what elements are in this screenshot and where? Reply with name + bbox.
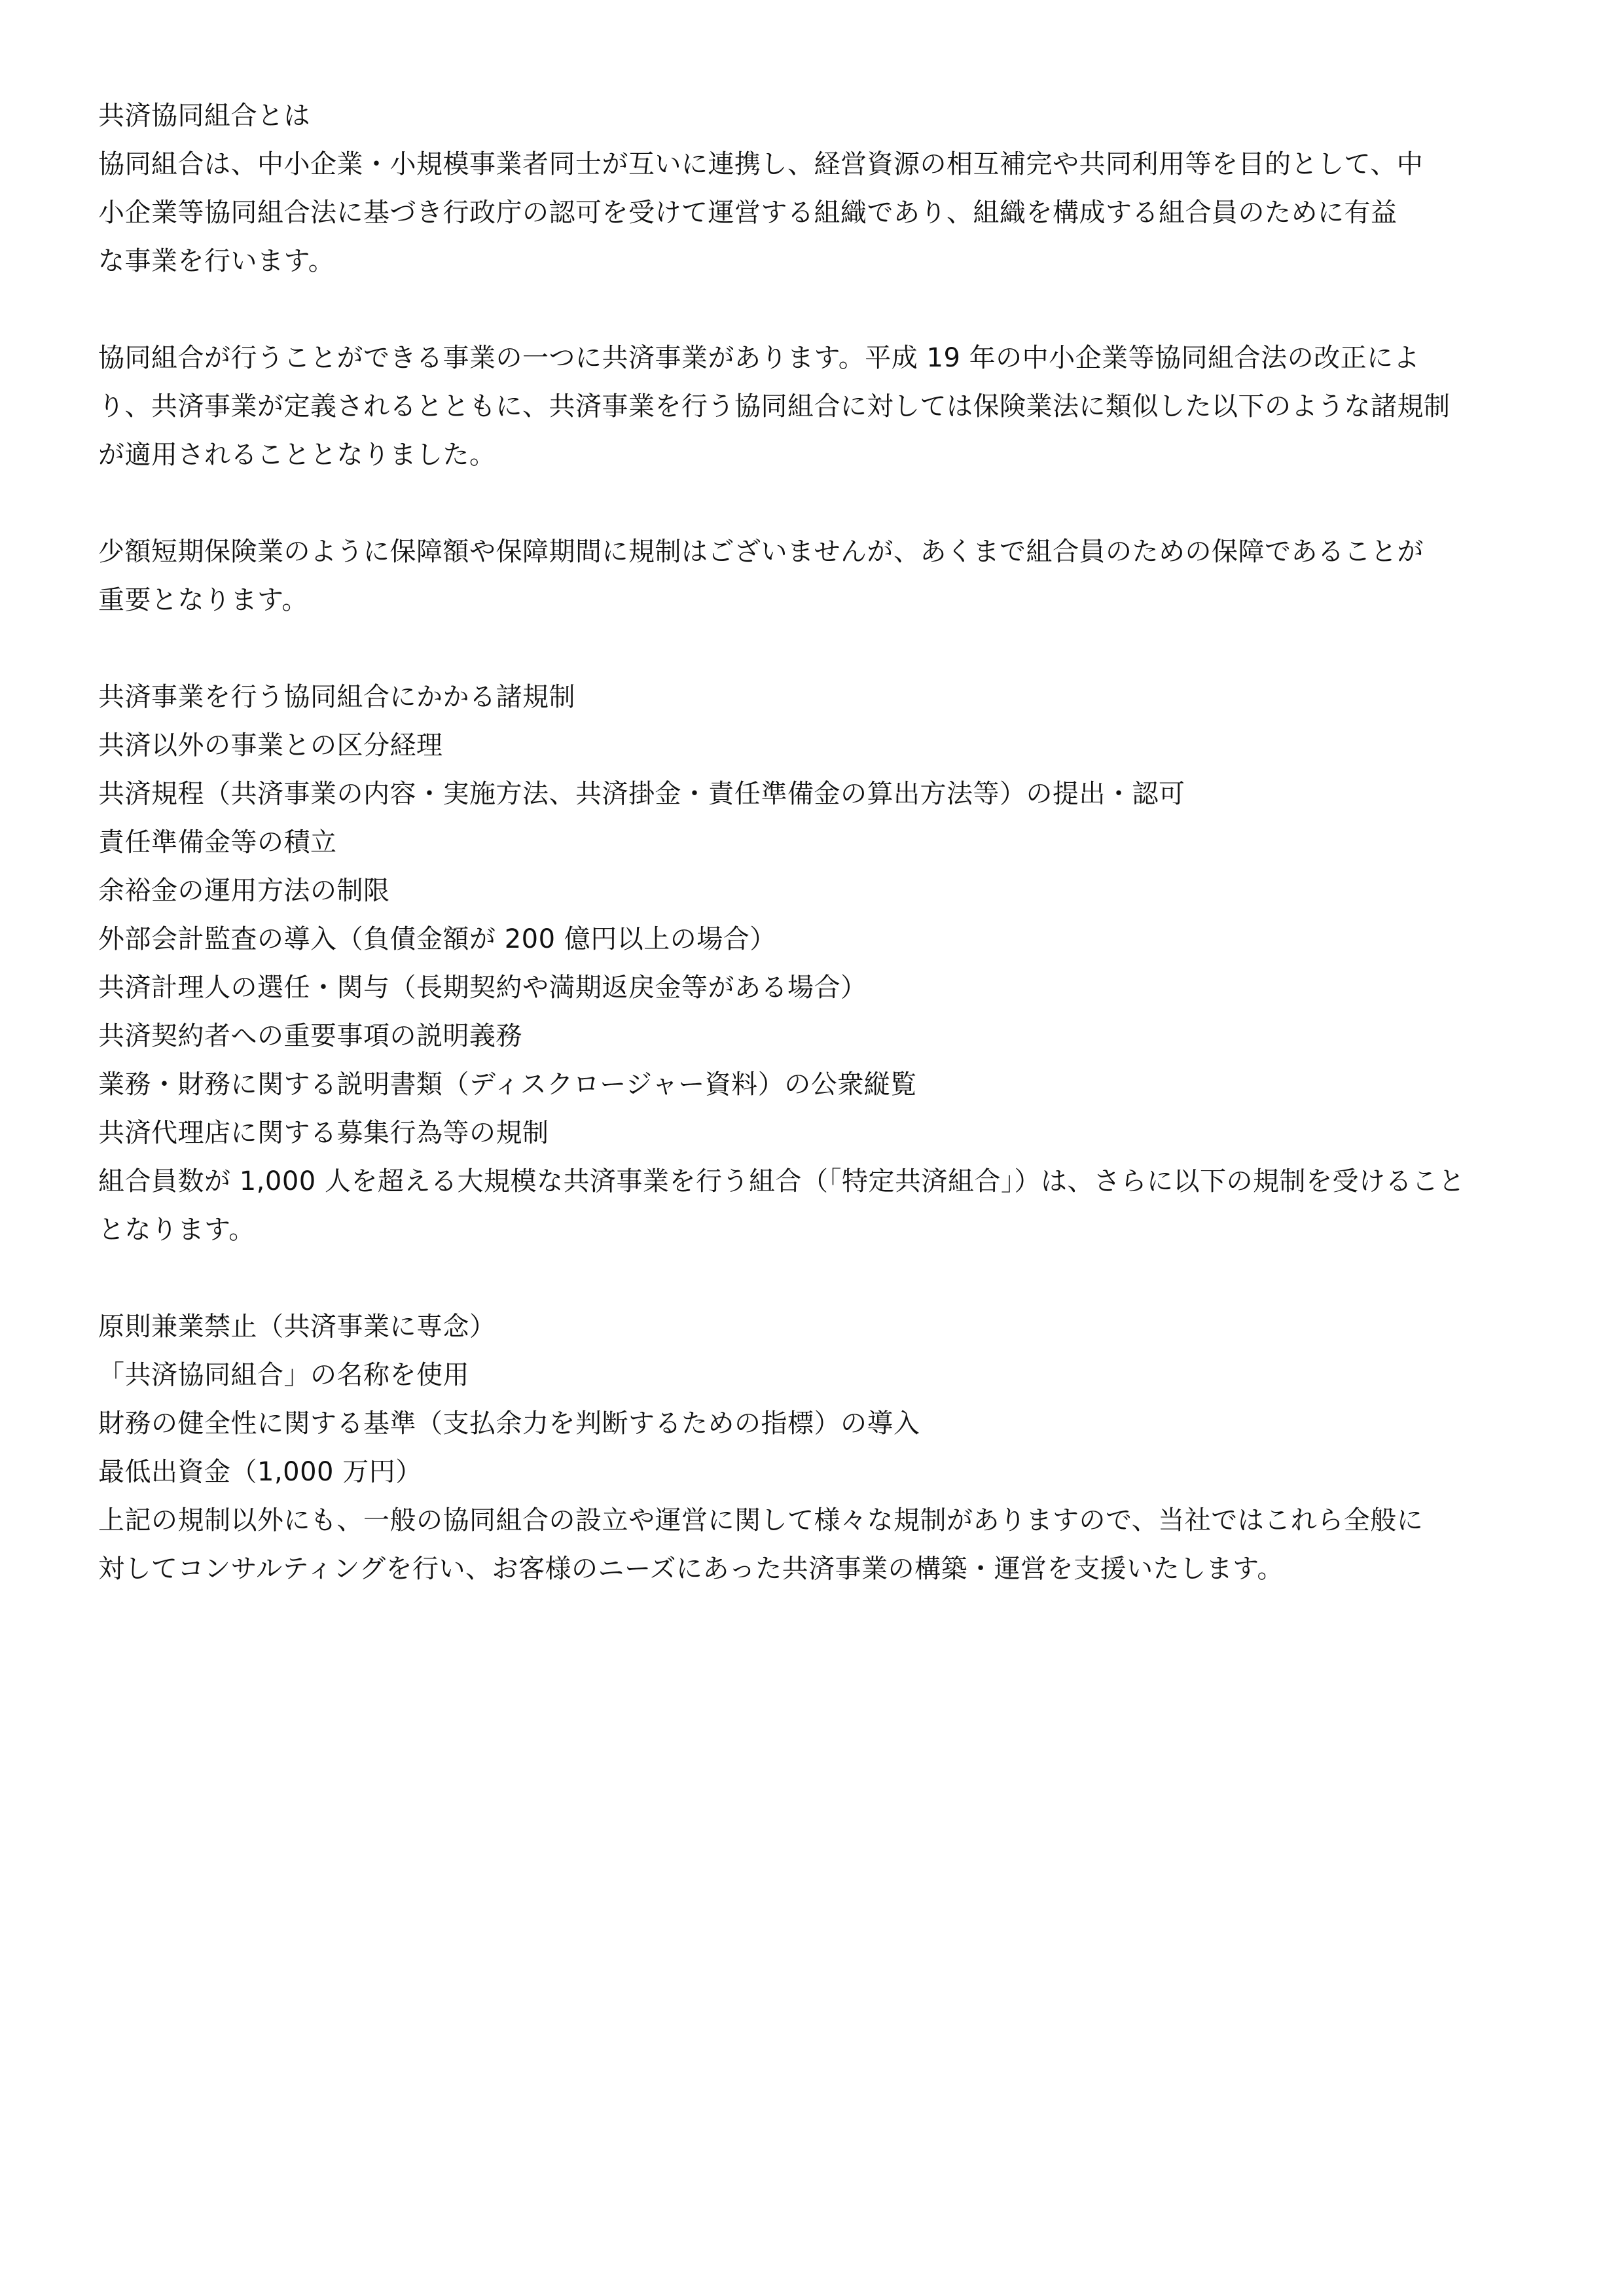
regulation-item: 共済規程（共済事業の内容・実施方法、共済掛金・責任準備金の算出方法等）の提出・認可 xyxy=(98,779,1185,809)
intro-line: な事業を行います。 xyxy=(98,246,335,276)
specific-regulation-item: 最低出資金（1,000 万円） xyxy=(98,1457,422,1487)
paragraph-2-line: り、共済事業が定義されるとともに、共済事業を行う協同組合に対しては保険業法に類似した以下のような諸規制 xyxy=(98,391,1451,422)
document-page xyxy=(98,92,1525,1593)
regulation-item: 業務・財務に関する説明書類（ディスクロージャー資料）の公衆縦覧 xyxy=(98,1069,917,1100)
regulation-item: 組合員数が 1,000 人を超える大規模な共済事業を行う組合（「特定共済組合」）は、さらに以下の規制を受けること xyxy=(98,1166,1465,1196)
regulation-item: 外部会計監査の導入（負債金額が 200 億円以上の場合） xyxy=(98,924,776,954)
regulation-item: 共済計理人の選任・関与（長期契約や満期返戻金等がある場合） xyxy=(98,973,867,1003)
paragraph-3-line: 重要となります。 xyxy=(98,585,308,615)
specific-regulation-item: 「共済協同組合」の名称を使用 xyxy=(98,1360,469,1390)
paragraph-2-line: が適用されることとなりました。 xyxy=(98,440,496,470)
regulation-item: 共済契約者への重要事項の説明義務 xyxy=(98,1021,522,1051)
regulation-item: 余裕金の運用方法の制限 xyxy=(98,876,390,906)
specific-regulation-item: 財務の健全性に関する基準（支払余力を判断するための指標）の導入 xyxy=(98,1408,920,1439)
regulation-item: となります。 xyxy=(98,1215,255,1245)
regulation-item: 共済代理店に関する募集行為等の規制 xyxy=(98,1118,549,1148)
paragraph-gap xyxy=(98,479,1525,528)
closing-line: 上記の規制以外にも、一般の協同組合の設立や運営に関して様々な規制がありますので、当社ではこれら全般に xyxy=(98,1505,1424,1535)
paragraph-gap xyxy=(98,1254,1525,1302)
paragraph-3-line: 少額短期保険業のように保障額や保障期間に規制はございませんが、あくまで組合員のための保障であることが xyxy=(98,537,1424,567)
paragraph-gap xyxy=(98,624,1525,673)
regulation-item: 共済以外の事業との区分経理 xyxy=(98,730,443,761)
paragraph-2-line: 協同組合が行うことができる事業の一つに共済事業があります。平成 19 年の中小企業等協同組合法の改正によ xyxy=(98,343,1420,373)
document-heading: 共済協同組合とは xyxy=(98,101,310,131)
closing-line: 対してコンサルティングを行い、お客様のニーズにあった共済事業の構築・運営を支援いたします。 xyxy=(98,1554,1284,1584)
regulation-item: 共済事業を行う協同組合にかかる諸規制 xyxy=(98,682,575,712)
intro-line: 小企業等協同組合法に基づき行政庁の認可を受けて運営する組織であり、組織を構成する組合員のために有益 xyxy=(98,198,1398,228)
intro-line: 協同組合は、中小企業・小規模事業者同士が互いに連携し、経営資源の相互補完や共同利用等を目的として、中 xyxy=(98,149,1424,179)
paragraph-gap xyxy=(98,285,1525,334)
specific-regulation-item: 原則兼業禁止（共済事業に専念） xyxy=(98,1312,496,1342)
regulation-item: 責任準備金等の積立 xyxy=(98,827,337,857)
